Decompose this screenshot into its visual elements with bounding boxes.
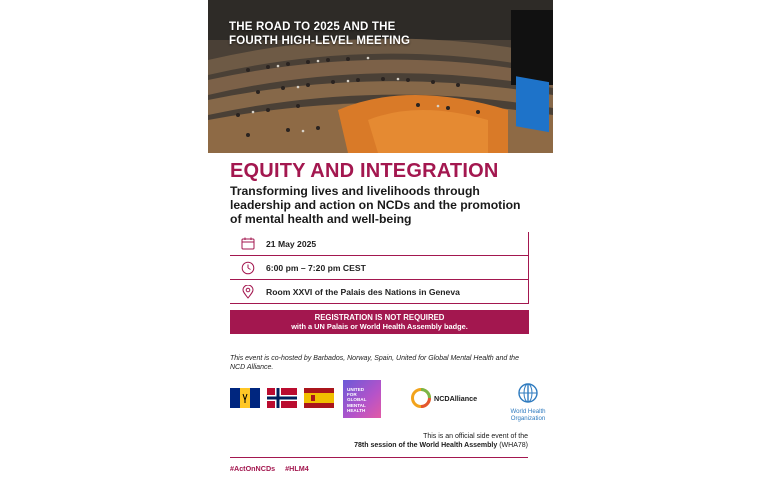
barbados-flag-icon xyxy=(230,388,260,408)
hero-title xyxy=(229,20,429,48)
event-time: 6:00 pm – 7:20 pm CEST xyxy=(266,262,366,273)
calendar-icon xyxy=(230,237,266,250)
ncd-alliance-text: NCDAlliance xyxy=(434,393,478,403)
ugmh-line3: GLOBAL xyxy=(347,397,367,403)
hashtag-act-on-ncds: #ActOnNCDs xyxy=(230,464,276,473)
wha-session: 78th session of the World Health Assembly xyxy=(354,442,498,449)
subtitle-line2: leadership and action on NCDs and the promotion xyxy=(230,198,521,212)
ugmh-line1: UNITED xyxy=(347,387,365,392)
ncd-alliance-logo xyxy=(410,387,477,409)
ncd-alliance-ring-icon xyxy=(410,387,432,409)
hero-photo xyxy=(208,0,553,153)
registration-line1: REGISTRATION IS NOT REQUIRED xyxy=(314,313,445,322)
hashtag-hlm4: #HLM4 xyxy=(285,464,309,473)
hero-title-line1: THE ROAD TO 2025 AND THE xyxy=(229,21,396,33)
registration-line2: with a UN Palais or World Health Assembly badge. xyxy=(291,322,468,331)
footer-divider xyxy=(230,457,528,458)
registration-banner xyxy=(230,310,529,334)
who-logo xyxy=(506,382,550,422)
event-title: EQUITY AND INTEGRATION xyxy=(230,160,499,182)
united-for-global-mental-health-logo xyxy=(343,380,381,418)
ugmh-line5: HEALTH xyxy=(347,407,366,413)
official-side-event-note xyxy=(330,432,528,450)
who-emblem-icon xyxy=(515,382,541,404)
date-row xyxy=(230,232,528,256)
location-pin-icon xyxy=(230,285,266,299)
subtitle-line3: of mental health and well-being xyxy=(230,212,412,226)
cohost-note: This event is co-hosted by Barbados, Norway, Spain, United for Global Mental Health and the NCD Alliance. xyxy=(230,355,519,371)
ugmh-line4: MENTAL xyxy=(347,402,366,408)
event-details xyxy=(230,232,529,304)
clock-icon xyxy=(230,261,266,275)
who-line2: Organization xyxy=(510,414,546,422)
event-flyer xyxy=(208,0,553,480)
location-row xyxy=(230,280,528,304)
official-line1: This is an official side event of the xyxy=(423,433,528,440)
spain-flag-icon xyxy=(304,388,334,408)
subtitle-line1: Transforming lives and livelihoods through xyxy=(230,184,480,198)
hashtags xyxy=(230,464,317,473)
ugmh-line2: FOR xyxy=(347,392,357,398)
event-location: Room XXVI of the Palais des Nations in Geneva xyxy=(266,286,460,297)
time-row xyxy=(230,256,528,280)
event-date: 21 May 2025 xyxy=(266,238,317,249)
norway-flag-icon xyxy=(267,388,297,408)
official-line2 xyxy=(330,441,528,450)
who-line1: World Health xyxy=(510,408,546,415)
partner-logos xyxy=(230,380,546,422)
hero-title-line2: FOURTH HIGH-LEVEL MEETING xyxy=(229,35,411,47)
event-subtitle xyxy=(230,184,535,226)
wha-abbr: (WHA78) xyxy=(499,442,528,449)
